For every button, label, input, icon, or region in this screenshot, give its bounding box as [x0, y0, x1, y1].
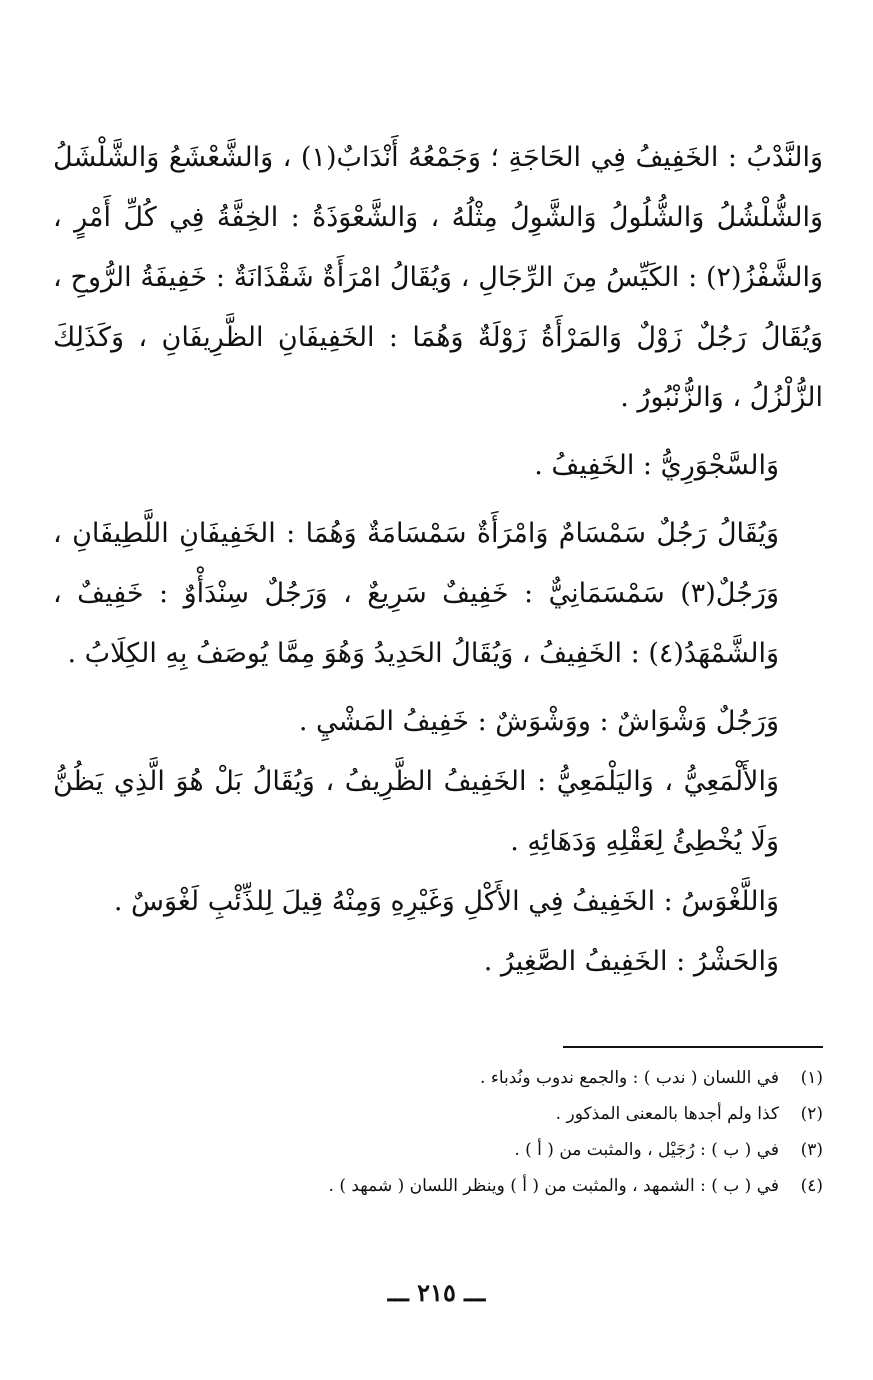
paragraph-hashr: وَالحَشْرُ : الخَفِيفُ الصَّغِيرُ .	[483, 946, 779, 977]
paragraph-washwash: وَرَجُلٌ وَشْوَاشٌ : ووَشْوَشٌ : خَفِيفُ المَشْيِ .	[298, 706, 779, 737]
page-number: ـــ ٢١٥ ـــ	[387, 1278, 486, 1307]
footnote-text: كذا ولم أجدها بالمعنى المذكور .	[555, 1104, 779, 1124]
paragraph-samsam: وَيُقَالُ رَجُلٌ سَمْسَامٌ وَامْرَأَةٌ سَمْسَامَةٌ وَهُمَا : الخَفِيفَانِ اللَّطِيفَانِ ، وَرَجُلٌ(٣) سَمْسَمَانِيٌّ : خَفِيفٌ سَرِيعٌ ، وَرَجُلٌ سِنْدَأْوٌ : خَفِيفٌ ، وَالشَّمْهَدُ(٤) : الخَفِيفُ ، وَيُقَالُ الحَدِيدُ وَهُوَ مِمَّا يُوصَفُ بِهِ الكِلَابُ .	[53, 518, 779, 669]
footnote-item	[53, 1168, 823, 1204]
main-text-block	[53, 128, 823, 992]
paragraph-laghwas: وَاللَّغْوَسُ : الخَفِيفُ فِي الأَكْلِ وَغَيْرِهِ وَمِنْهُ قِيلَ لِلذِّئْبِ لَغْوَسٌ .	[113, 886, 779, 917]
footnote-number: (٤)	[800, 1176, 823, 1196]
footnote-divider	[563, 1046, 823, 1048]
paragraph-nadb: وَالنَّدْبُ : الخَفِيفُ فِي الحَاجَةِ ؛ وَجَمْعُهُ أَنْدَابٌ(١) ، وَالشَّعْشَعُ وَالشَّلْشَلُ وَالشُّلْشُلُ وَالشُّلُولُ وَالشَّوِلُ مِثْلُهُ ، وَالشَّعْوَذَةُ : الخِفَّةُ فِي كُلِّ أَمْرٍ ، وَالشَّفْزُ(٢) : الكَيِّسُ مِنَ الرِّجَالِ ، وَيُقَالُ امْرَأَةٌ شَقْذَانَةٌ : خَفِيفَةُ الرُّوحِ ، وَيُقَالُ رَجُلٌ زَوْلٌ وَالمَرْأَةُ زَوْلَةٌ وَهُمَا : الخَفِيفَانِ الظَّرِيفَانِ ، وَكَذَلِكَ الزُّلْزُلُ ، وَالزُّنْبُورُ .	[53, 142, 823, 413]
footnote-item	[53, 1132, 823, 1168]
footnote-number: (١)	[800, 1068, 823, 1088]
footnote-text: في ( ب ) : الشمهد ، والمثبت من ( أ ) وينظر اللسان ( شمهد ) .	[328, 1176, 779, 1196]
footnotes-block	[53, 1060, 823, 1204]
paragraph-sajwari: وَالسَّجْوَرِيُّ : الخَفِيفُ .	[534, 450, 779, 481]
footnote-number: (٢)	[800, 1104, 823, 1124]
footnote-text: في اللسان ( ندب ) : والجمع ندوب ونُدباء .	[480, 1068, 779, 1088]
footnote-number: (٣)	[800, 1140, 823, 1160]
footnote-item	[53, 1096, 823, 1132]
footnote-text: في ( ب ) : رُجَيْل ، والمثبت من ( أ ) .	[514, 1140, 779, 1160]
paragraph-almai: وَالأَلْمَعِيُّ ، وَاليَلْمَعِيُّ : الخَفِيفُ الظَّرِيفُ ، وَيُقَالُ بَلْ هُوَ الَّذِي يَظُنُّ وَلَا يُخْطِئُ لِعَقْلِهِ وَدَهَائِهِ .	[53, 766, 779, 857]
footnote-item	[53, 1060, 823, 1096]
